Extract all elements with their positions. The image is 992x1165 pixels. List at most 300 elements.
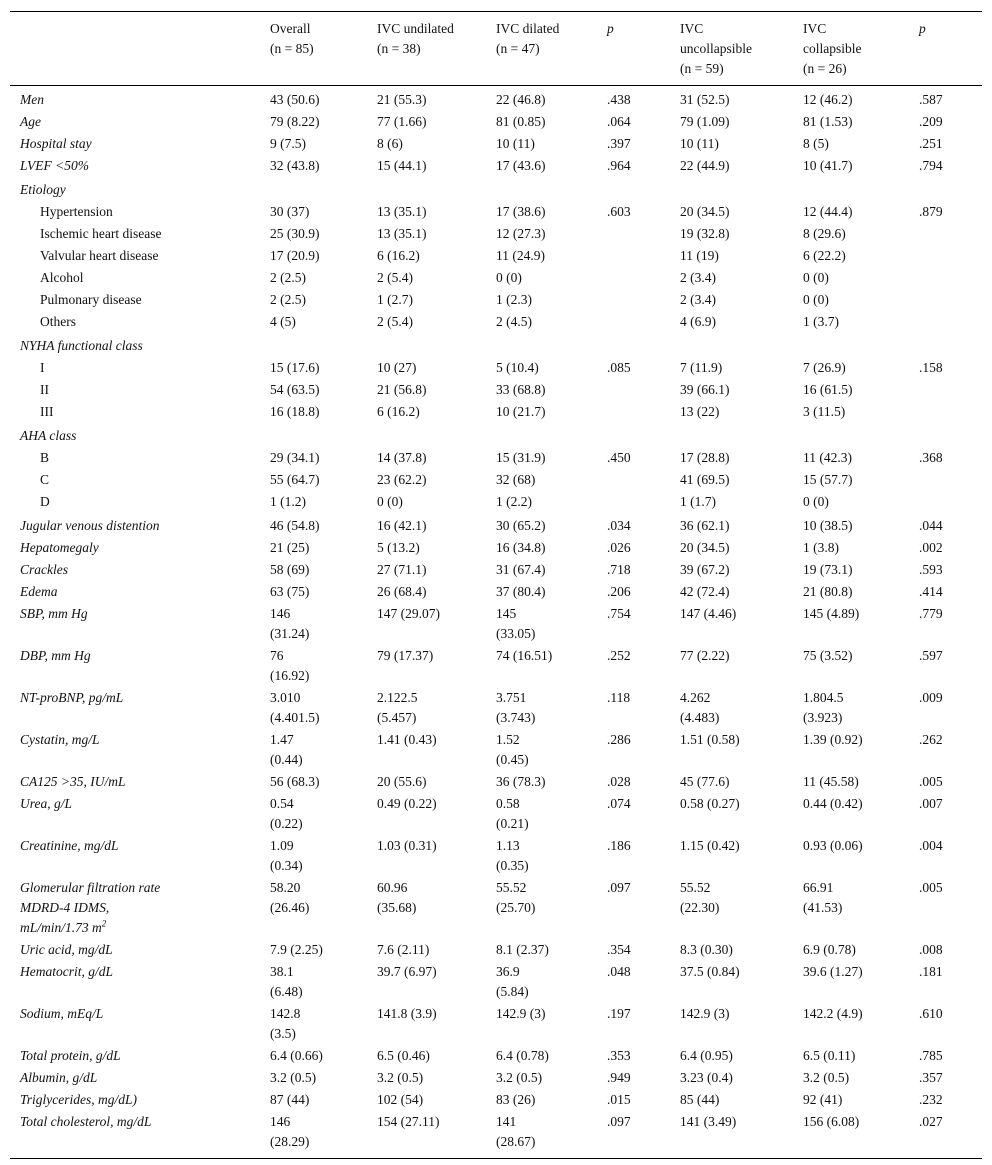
cell-ivc-dilated: 1.13 (0.35) xyxy=(496,838,529,873)
cell-p-value-1 xyxy=(597,401,670,423)
cell-ivc-dilated: 36 (78.3) xyxy=(496,774,546,789)
cell-ivc-collapsible: 11 (45.58) xyxy=(803,774,859,789)
cell-overall xyxy=(260,423,367,447)
row-label: B xyxy=(40,450,50,465)
cell-p-value-2: .262 xyxy=(919,732,943,747)
cell-overall: 15 (17.6) xyxy=(270,360,320,375)
cell-p-value-1: .754 xyxy=(607,606,631,621)
cell-p-value-1: .438 xyxy=(607,92,631,107)
row-label: Others xyxy=(40,314,76,329)
row-label: Urea, g/L xyxy=(20,796,73,811)
cell-ivc-undilated: 0 (0) xyxy=(377,494,403,509)
cell-p-value-2 xyxy=(909,469,982,491)
cell-ivc-undilated: 13 (35.1) xyxy=(377,204,427,219)
header-ivc-undilated: IVC undilated (n = 38) xyxy=(367,12,486,86)
cell-ivc-collapsible: 12 (44.4) xyxy=(803,204,853,219)
cell-ivc-dilated: 31 (67.4) xyxy=(496,562,546,577)
cell-ivc-undilated xyxy=(367,333,486,357)
row-label: Men xyxy=(20,92,44,107)
cell-ivc-collapsible: 6.9 (0.78) xyxy=(803,942,856,957)
cell-ivc-uncollapsible: 85 (44) xyxy=(680,1092,720,1107)
cell-overall: 6.4 (0.66) xyxy=(270,1048,323,1063)
cell-overall: 1 (1.2) xyxy=(270,494,306,509)
cell-overall: 3.010 (4.401.5) xyxy=(270,690,320,725)
row-label: Hepatomegaly xyxy=(20,540,99,555)
cell-ivc-collapsible: 15 (57.7) xyxy=(803,472,853,487)
cell-ivc-dilated: 17 (43.6) xyxy=(496,158,546,173)
cell-ivc-uncollapsible: 31 (52.5) xyxy=(680,92,730,107)
cell-ivc-dilated: 81 (0.85) xyxy=(496,114,546,129)
cell-ivc-collapsible: 39.6 (1.27) xyxy=(803,964,863,979)
cell-p-value-2: .785 xyxy=(919,1048,943,1063)
cell-p-value-2: .251 xyxy=(919,136,943,151)
cell-ivc-collapsible: 0.93 (0.06) xyxy=(803,838,863,853)
cell-p-value-2: .587 xyxy=(919,92,943,107)
cell-p-value-1: .028 xyxy=(607,774,631,789)
cell-overall: 2 (2.5) xyxy=(270,292,306,307)
cell-overall: 54 (63.5) xyxy=(270,382,320,397)
row-label: Creatinine, mg/dL xyxy=(20,838,119,853)
cell-overall: 2 (2.5) xyxy=(270,270,306,285)
cell-overall: 142.8 (3.5) xyxy=(270,1006,301,1041)
row-label: Age xyxy=(20,114,41,129)
table-row xyxy=(10,537,982,559)
table-row xyxy=(10,223,982,245)
cell-p-value-2: .002 xyxy=(919,540,943,555)
cell-p-value-2 xyxy=(909,491,982,513)
row-label: Etiology xyxy=(20,182,66,197)
cell-ivc-uncollapsible: 2 (3.4) xyxy=(680,292,716,307)
cell-p-value-2 xyxy=(909,401,982,423)
cell-p-value-1: .206 xyxy=(607,584,631,599)
row-label: Edema xyxy=(20,584,58,599)
table-row xyxy=(10,379,982,401)
cell-ivc-dilated: 145 (33.05) xyxy=(496,606,536,641)
table-row xyxy=(10,1067,982,1089)
cell-p-value-2: .593 xyxy=(919,562,943,577)
cell-p-value-1: .286 xyxy=(607,732,631,747)
cell-overall: 146 (28.29) xyxy=(270,1114,310,1149)
cell-ivc-collapsible: 16 (61.5) xyxy=(803,382,853,397)
cell-p-value-2 xyxy=(909,289,982,311)
row-label: LVEF <50% xyxy=(20,158,89,173)
header-overall: Overall (n = 85) xyxy=(260,12,367,86)
cell-overall xyxy=(260,177,367,201)
cell-p-value-2: .009 xyxy=(919,690,943,705)
cell-ivc-collapsible: 12 (46.2) xyxy=(803,92,853,107)
cell-ivc-undilated: 2 (5.4) xyxy=(377,314,413,329)
cell-ivc-undilated: 147 (29.07) xyxy=(377,606,440,621)
cell-ivc-uncollapsible: 1.15 (0.42) xyxy=(680,838,740,853)
cell-ivc-collapsible: 10 (41.7) xyxy=(803,158,853,173)
cell-p-value-1 xyxy=(597,491,670,513)
header-p-value-1: p xyxy=(607,21,614,36)
header-variable xyxy=(10,12,260,86)
cell-ivc-uncollapsible: 55.52 (22.30) xyxy=(680,880,720,915)
cell-overall: 79 (8.22) xyxy=(270,114,320,129)
cell-p-value-2: .610 xyxy=(919,1006,943,1021)
cell-p-value-2: .597 xyxy=(919,648,943,663)
cell-p-value-1: .353 xyxy=(607,1048,631,1063)
row-label: Hematocrit, g/dL xyxy=(20,964,113,979)
cell-p-value-1: .064 xyxy=(607,114,631,129)
cell-overall: 87 (44) xyxy=(270,1092,310,1107)
row-label: Sodium, mEq/L xyxy=(20,1006,104,1021)
cell-overall: 1.09 (0.34) xyxy=(270,838,303,873)
cell-ivc-uncollapsible: 36 (62.1) xyxy=(680,518,730,533)
cell-p-value-1 xyxy=(597,333,670,357)
row-label: Albumin, g/dL xyxy=(20,1070,98,1085)
cell-ivc-undilated: 3.2 (0.5) xyxy=(377,1070,424,1085)
cell-ivc-collapsible: 1 (3.8) xyxy=(803,540,839,555)
cell-overall: 55 (64.7) xyxy=(270,472,320,487)
cell-ivc-dilated xyxy=(486,333,597,357)
cell-p-value-1 xyxy=(597,469,670,491)
cell-ivc-uncollapsible: 6.4 (0.95) xyxy=(680,1048,733,1063)
cell-ivc-dilated: 0 (0) xyxy=(496,270,522,285)
n-count: (n = 47) xyxy=(496,41,540,56)
table-row xyxy=(10,603,982,645)
cell-p-value-2: .779 xyxy=(919,606,943,621)
cell-ivc-undilated: 60.96 (35.68) xyxy=(377,880,417,915)
cell-ivc-collapsible xyxy=(793,423,909,447)
cell-p-value-2 xyxy=(909,311,982,333)
cell-ivc-uncollapsible: 1 (1.7) xyxy=(680,494,716,509)
cell-ivc-dilated: 16 (34.8) xyxy=(496,540,546,555)
cell-p-value-1: .197 xyxy=(607,1006,631,1021)
cell-ivc-undilated: 23 (62.2) xyxy=(377,472,427,487)
cell-p-value-1 xyxy=(597,245,670,267)
cell-p-value-1: .097 xyxy=(607,880,631,895)
cell-ivc-collapsible: 1.39 (0.92) xyxy=(803,732,863,747)
cell-overall: 17 (20.9) xyxy=(270,248,320,263)
table-row xyxy=(10,86,982,112)
table-row xyxy=(10,645,982,687)
cell-p-value-2: .794 xyxy=(919,158,943,173)
cell-ivc-dilated: 1 (2.2) xyxy=(496,494,532,509)
table-row xyxy=(10,877,982,939)
table-row xyxy=(10,423,982,447)
cell-p-value-1: .186 xyxy=(607,838,631,853)
cell-ivc-uncollapsible: 77 (2.22) xyxy=(680,648,730,663)
n-count: (n = 26) xyxy=(803,61,847,76)
cell-ivc-undilated: 5 (13.2) xyxy=(377,540,420,555)
cell-p-value-1 xyxy=(597,423,670,447)
cell-p-value-1: .074 xyxy=(607,796,631,811)
cell-ivc-uncollapsible: 17 (28.8) xyxy=(680,450,730,465)
cell-p-value-1: .034 xyxy=(607,518,631,533)
cell-ivc-dilated: 2 (4.5) xyxy=(496,314,532,329)
cell-ivc-uncollapsible xyxy=(670,423,793,447)
cell-ivc-dilated: 8.1 (2.37) xyxy=(496,942,549,957)
cell-ivc-uncollapsible: 19 (32.8) xyxy=(680,226,730,241)
cell-ivc-uncollapsible: 42 (72.4) xyxy=(680,584,730,599)
cell-ivc-undilated: 14 (37.8) xyxy=(377,450,427,465)
cell-ivc-uncollapsible: 13 (22) xyxy=(680,404,720,419)
cell-ivc-undilated: 13 (35.1) xyxy=(377,226,427,241)
row-label: D xyxy=(40,494,50,509)
cell-ivc-undilated: 15 (44.1) xyxy=(377,158,427,173)
cell-ivc-dilated: 5 (10.4) xyxy=(496,360,539,375)
superscript: 2 xyxy=(101,918,107,929)
cell-overall: 43 (50.6) xyxy=(270,92,320,107)
cell-ivc-undilated: 8 (6) xyxy=(377,136,403,151)
row-label: Valvular heart disease xyxy=(40,248,159,263)
table-row xyxy=(10,1089,982,1111)
cell-ivc-undilated xyxy=(367,177,486,201)
cell-ivc-collapsible: 10 (38.5) xyxy=(803,518,853,533)
cell-ivc-collapsible: 7 (26.9) xyxy=(803,360,846,375)
cell-ivc-uncollapsible: 4 (6.9) xyxy=(680,314,716,329)
table-row xyxy=(10,201,982,223)
cell-p-value-1: .048 xyxy=(607,964,631,979)
cell-ivc-uncollapsible: 4.262 (4.483) xyxy=(680,690,720,725)
cell-ivc-collapsible: 81 (1.53) xyxy=(803,114,853,129)
cell-p-value-2 xyxy=(909,177,982,201)
cell-overall: 56 (68.3) xyxy=(270,774,320,789)
cell-overall: 7.9 (2.25) xyxy=(270,942,323,957)
cell-overall: 25 (30.9) xyxy=(270,226,320,241)
cell-overall: 32 (43.8) xyxy=(270,158,320,173)
cell-ivc-dilated: 10 (11) xyxy=(496,136,535,151)
row-label: DBP, mm Hg xyxy=(20,648,91,663)
cell-ivc-collapsible: 0 (0) xyxy=(803,494,829,509)
row-label: NT-proBNP, pg/mL xyxy=(20,690,124,705)
cell-ivc-collapsible: 19 (73.1) xyxy=(803,562,853,577)
cell-ivc-uncollapsible: 20 (34.5) xyxy=(680,204,730,219)
cell-ivc-undilated: 21 (55.3) xyxy=(377,92,427,107)
header-p-value-2: p xyxy=(919,21,926,36)
row-label: Jugular venous distention xyxy=(20,518,160,533)
cell-p-value-1: .118 xyxy=(607,690,631,705)
cell-ivc-collapsible: 21 (80.8) xyxy=(803,584,853,599)
cell-ivc-dilated: 3.751 (3.743) xyxy=(496,690,536,725)
table-row xyxy=(10,491,982,513)
cell-ivc-collapsible: 75 (3.52) xyxy=(803,648,853,663)
cell-overall xyxy=(260,333,367,357)
table-row xyxy=(10,1003,982,1045)
cell-overall: 46 (54.8) xyxy=(270,518,320,533)
cell-p-value-2: .044 xyxy=(919,518,943,533)
header-ivc-uncollapsible: IVC uncollapsible (n = 59) xyxy=(670,12,793,86)
cell-p-value-1: .252 xyxy=(607,648,631,663)
cell-ivc-uncollapsible: 20 (34.5) xyxy=(680,540,730,555)
cell-ivc-dilated: 15 (31.9) xyxy=(496,450,546,465)
table-row xyxy=(10,289,982,311)
row-label: SBP, mm Hg xyxy=(20,606,88,621)
cell-ivc-dilated: 55.52 (25.70) xyxy=(496,880,536,915)
cell-p-value-1: .026 xyxy=(607,540,631,555)
cell-ivc-undilated: 20 (55.6) xyxy=(377,774,427,789)
cell-overall: 29 (34.1) xyxy=(270,450,320,465)
row-label: Ischemic heart disease xyxy=(40,226,162,241)
cell-ivc-collapsible: 1 (3.7) xyxy=(803,314,839,329)
cell-p-value-2: .007 xyxy=(919,796,943,811)
cell-p-value-2 xyxy=(909,223,982,245)
row-label: Hypertension xyxy=(40,204,113,219)
cell-ivc-dilated: 33 (68.8) xyxy=(496,382,546,397)
table-row xyxy=(10,245,982,267)
cell-ivc-dilated: 142.9 (3) xyxy=(496,1006,546,1021)
cell-ivc-uncollapsible: 3.23 (0.4) xyxy=(680,1070,733,1085)
cell-p-value-2: .008 xyxy=(919,942,943,957)
cell-p-value-2 xyxy=(909,267,982,289)
row-label: Cystatin, mg/L xyxy=(20,732,100,747)
cell-overall: 76 (16.92) xyxy=(270,648,310,683)
cell-ivc-uncollapsible: 39 (67.2) xyxy=(680,562,730,577)
cell-ivc-uncollapsible: 11 (19) xyxy=(680,248,719,263)
cell-p-value-2: .181 xyxy=(919,964,943,979)
cell-ivc-undilated: 1.03 (0.31) xyxy=(377,838,437,853)
table-row xyxy=(10,401,982,423)
table-row xyxy=(10,469,982,491)
cell-ivc-collapsible: 8 (5) xyxy=(803,136,829,151)
cell-overall: 38.1 (6.48) xyxy=(270,964,303,999)
cell-p-value-2: .004 xyxy=(919,838,943,853)
cell-p-value-1: .718 xyxy=(607,562,631,577)
n-count: (n = 85) xyxy=(270,41,314,56)
cell-ivc-uncollapsible: 2 (3.4) xyxy=(680,270,716,285)
cell-ivc-uncollapsible: 141 (3.49) xyxy=(680,1114,737,1129)
n-count: (n = 38) xyxy=(377,41,421,56)
row-label: Total cholesterol, mg/dL xyxy=(20,1114,152,1129)
cell-ivc-undilated: 102 (54) xyxy=(377,1092,424,1107)
cell-ivc-undilated: 1 (2.7) xyxy=(377,292,413,307)
cell-ivc-undilated: 79 (17.37) xyxy=(377,648,434,663)
cell-p-value-1: .085 xyxy=(607,360,631,375)
cell-p-value-2: .368 xyxy=(919,450,943,465)
cell-ivc-collapsible: 11 (42.3) xyxy=(803,450,852,465)
cell-p-value-2 xyxy=(909,245,982,267)
cell-overall: 0.54 (0.22) xyxy=(270,796,303,831)
cell-ivc-collapsible: 142.2 (4.9) xyxy=(803,1006,863,1021)
cell-ivc-dilated: 1.52 (0.45) xyxy=(496,732,529,767)
cell-ivc-undilated: 21 (56.8) xyxy=(377,382,427,397)
cell-ivc-uncollapsible: 45 (77.6) xyxy=(680,774,730,789)
cell-ivc-undilated: 6 (16.2) xyxy=(377,248,420,263)
cell-ivc-dilated: 32 (68) xyxy=(496,472,536,487)
cell-ivc-dilated: 0.58 (0.21) xyxy=(496,796,529,831)
table-row xyxy=(10,333,982,357)
cell-ivc-uncollapsible: 10 (11) xyxy=(680,136,719,151)
cell-ivc-uncollapsible: 142.9 (3) xyxy=(680,1006,730,1021)
cell-ivc-undilated: 77 (1.66) xyxy=(377,114,427,129)
cell-overall: 58 (69) xyxy=(270,562,310,577)
cell-ivc-uncollapsible: 39 (66.1) xyxy=(680,382,730,397)
table-row xyxy=(10,939,982,961)
cell-ivc-undilated: 6 (16.2) xyxy=(377,404,420,419)
cell-ivc-dilated: 74 (16.51) xyxy=(496,648,553,663)
cell-ivc-undilated: 1.41 (0.43) xyxy=(377,732,437,747)
row-label: Pulmonary disease xyxy=(40,292,142,307)
cell-ivc-dilated: 141 (28.67) xyxy=(496,1114,536,1149)
cell-ivc-dilated: 10 (21.7) xyxy=(496,404,546,419)
cell-ivc-undilated: 16 (42.1) xyxy=(377,518,427,533)
cell-ivc-uncollapsible: 8.3 (0.30) xyxy=(680,942,733,957)
cell-p-value-1: .397 xyxy=(607,136,631,151)
cell-ivc-undilated: 2 (5.4) xyxy=(377,270,413,285)
row-label: Total protein, g/dL xyxy=(20,1048,121,1063)
cell-ivc-undilated: 26 (68.4) xyxy=(377,584,427,599)
table-row xyxy=(10,729,982,771)
cell-p-value-1: .450 xyxy=(607,450,631,465)
cell-ivc-collapsible xyxy=(793,177,909,201)
header-ivc-dilated: IVC dilated (n = 47) xyxy=(486,12,597,86)
cell-overall: 9 (7.5) xyxy=(270,136,306,151)
row-label: II xyxy=(40,382,49,397)
cell-p-value-2: .158 xyxy=(919,360,943,375)
row-label: AHA class xyxy=(20,428,77,443)
cell-ivc-uncollapsible: 7 (11.9) xyxy=(680,360,723,375)
cell-ivc-collapsible: 145 (4.89) xyxy=(803,606,860,621)
row-label: Crackles xyxy=(20,562,68,577)
cell-ivc-uncollapsible: 41 (69.5) xyxy=(680,472,730,487)
cell-ivc-dilated: 12 (27.3) xyxy=(496,226,546,241)
cell-ivc-undilated: 0.49 (0.22) xyxy=(377,796,437,811)
cell-p-value-2: .414 xyxy=(919,584,943,599)
cell-ivc-undilated xyxy=(367,423,486,447)
cell-ivc-collapsible: 8 (29.6) xyxy=(803,226,846,241)
cell-ivc-dilated: 1 (2.3) xyxy=(496,292,532,307)
cell-p-value-2 xyxy=(909,379,982,401)
cell-ivc-undilated: 6.5 (0.46) xyxy=(377,1048,430,1063)
cell-p-value-1: .354 xyxy=(607,942,631,957)
row-label: Uric acid, mg/dL xyxy=(20,942,113,957)
row-label: Alcohol xyxy=(40,270,84,285)
cell-p-value-1: .949 xyxy=(607,1070,631,1085)
table-row xyxy=(10,771,982,793)
cell-ivc-undilated: 39.7 (6.97) xyxy=(377,964,437,979)
cell-p-value-2: .005 xyxy=(919,880,943,895)
cell-ivc-collapsible: 1.804.5 (3.923) xyxy=(803,690,844,725)
cell-ivc-uncollapsible: 0.58 (0.27) xyxy=(680,796,740,811)
cell-overall: 3.2 (0.5) xyxy=(270,1070,317,1085)
table-row xyxy=(10,357,982,379)
cell-ivc-collapsible: 66.91 (41.53) xyxy=(803,880,843,915)
cell-ivc-uncollapsible: 1.51 (0.58) xyxy=(680,732,740,747)
cell-p-value-2: .357 xyxy=(919,1070,943,1085)
cell-overall: 16 (18.8) xyxy=(270,404,320,419)
table-row xyxy=(10,155,982,177)
cell-ivc-uncollapsible xyxy=(670,333,793,357)
cell-ivc-undilated: 7.6 (2.11) xyxy=(377,942,430,957)
cell-p-value-1: .015 xyxy=(607,1092,631,1107)
cell-ivc-undilated: 27 (71.1) xyxy=(377,562,427,577)
cell-p-value-2: .879 xyxy=(919,204,943,219)
cell-ivc-undilated: 2.122.5 (5.457) xyxy=(377,690,418,725)
cell-p-value-1 xyxy=(597,267,670,289)
cell-ivc-collapsible: 6.5 (0.11) xyxy=(803,1048,856,1063)
table-header xyxy=(10,12,982,86)
cell-overall: 1.47 (0.44) xyxy=(270,732,303,767)
table-row xyxy=(10,793,982,835)
cell-ivc-collapsible: 6 (22.2) xyxy=(803,248,846,263)
cell-p-value-1 xyxy=(597,289,670,311)
row-label: NYHA functional class xyxy=(20,338,143,353)
row-label: Hospital stay xyxy=(20,136,92,151)
cell-p-value-2: .209 xyxy=(919,114,943,129)
row-label: Glomerular filtration rate MDRD-4 IDMS, mL/min/1.73 $m^2$ xyxy=(20,880,161,935)
cell-ivc-dilated: 6.4 (0.78) xyxy=(496,1048,549,1063)
row-label: CA125 >35, IU/mL xyxy=(20,774,126,789)
cell-ivc-dilated: 11 (24.9) xyxy=(496,248,545,263)
cell-ivc-dilated: 30 (65.2) xyxy=(496,518,546,533)
results-table-container xyxy=(10,11,982,1159)
cell-ivc-collapsible: 0.44 (0.42) xyxy=(803,796,863,811)
cell-ivc-undilated: 154 (27.11) xyxy=(377,1114,440,1129)
cell-ivc-collapsible: 92 (41) xyxy=(803,1092,843,1107)
table-row xyxy=(10,311,982,333)
